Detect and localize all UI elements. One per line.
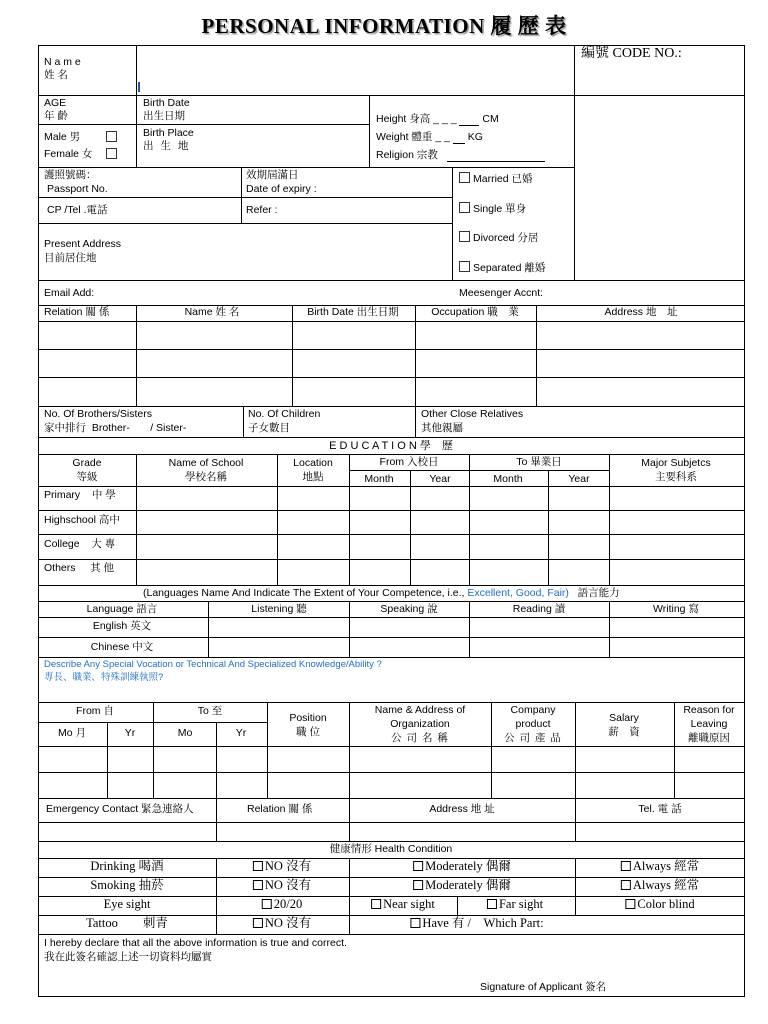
grid-line — [38, 722, 268, 723]
work-org-en2: Organization — [390, 718, 450, 730]
grid-line — [574, 45, 575, 280]
refer-label: Refer : — [246, 204, 278, 216]
eye-near-label: Near sight — [383, 897, 435, 911]
eye-2020-box[interactable] — [262, 899, 272, 909]
grid-line — [369, 95, 370, 167]
signature-area[interactable] — [480, 965, 730, 979]
name-label-zh: 姓 名 — [44, 69, 68, 81]
relatives-label-en: Other Close Relatives — [421, 408, 524, 420]
grid-line — [575, 702, 576, 799]
birth-place-label-en: Birth Place — [143, 127, 194, 139]
frame-right — [744, 45, 745, 997]
eye-far-box[interactable] — [487, 899, 497, 909]
grid-line — [38, 167, 575, 168]
grid-line — [241, 167, 242, 223]
grid-line — [38, 349, 745, 350]
tattoo-no-label: NO 沒有 — [264, 916, 312, 930]
grid-line — [216, 722, 217, 799]
age-label-en: AGE — [44, 97, 67, 109]
emergency-relation-label: Relation 關 係 — [247, 803, 313, 815]
eye-far[interactable] — [487, 898, 543, 911]
lang-note — [143, 587, 620, 600]
edu-major-zh: 主要科系 — [655, 471, 697, 483]
drinking-always-box[interactable] — [621, 861, 631, 871]
passport-label-en: Passport No. — [47, 183, 108, 195]
grid-line — [469, 454, 470, 585]
smoking-moderate[interactable] — [413, 879, 511, 892]
grid-line — [38, 437, 745, 438]
work-position-en: Position — [289, 712, 327, 724]
relatives-label-zh: 其他親屬 — [421, 422, 463, 434]
eye-label: Eye sight — [103, 897, 151, 911]
drinking-always[interactable] — [621, 860, 699, 873]
grid-line — [38, 321, 745, 322]
grid-line — [136, 45, 137, 95]
drinking-always-label: Always 經常 — [632, 859, 700, 873]
work-org-zh: 公 司 名 稱 — [391, 732, 449, 744]
grid-line — [575, 896, 576, 915]
smoking-always[interactable] — [621, 879, 699, 892]
messenger-label: Meesenger Accnt: — [459, 287, 544, 299]
grid-line — [349, 454, 350, 585]
edu-school-en: Name of School — [168, 457, 244, 469]
work-product-en2: product — [515, 718, 551, 730]
smoking-moderate-label: Moderately 偶爾 — [425, 878, 511, 892]
birth-date-label-en: Birth Date — [143, 97, 190, 109]
male-label: Male 男 — [44, 131, 81, 143]
signature-label: Signature of Applicant 簽名 — [480, 981, 607, 993]
lang-header-reading: Reading 讀 — [512, 603, 566, 615]
siblings-label-en: No. Of Brothers/Sisters — [44, 408, 152, 420]
grid-line — [38, 406, 745, 407]
name-input[interactable] — [140, 48, 570, 92]
grid-line — [216, 858, 217, 934]
lang-note-c: 語言能力 — [577, 587, 620, 599]
grid-line — [548, 470, 549, 585]
grid-line — [349, 601, 350, 657]
weight-line — [453, 132, 465, 144]
work-product-zh: 公 司 產 品 — [504, 732, 562, 744]
grid-line — [609, 601, 610, 657]
eye-near-box[interactable] — [371, 899, 381, 909]
work-product-en1: Company — [510, 704, 556, 716]
grid-line — [136, 95, 137, 167]
grid-line — [38, 746, 745, 747]
grid-line — [38, 559, 745, 560]
religion-field[interactable] — [376, 149, 545, 162]
children-label-en: No. Of Children — [248, 408, 321, 420]
declaration-zh: 我在此簽名確認上述一切資料均屬實 — [44, 951, 212, 963]
grid-line — [38, 486, 745, 487]
weight-label: Weight 體重 — [376, 131, 433, 143]
highschool-en: Highschool — [44, 514, 96, 526]
marital-married[interactable] — [459, 172, 533, 186]
age-label-zh: 年 齡 — [44, 110, 68, 122]
lang-header-listening: Listening 聽 — [251, 603, 307, 615]
grid-line — [243, 406, 244, 437]
grid-line — [38, 772, 745, 773]
lang-header-writing: Writing 寫 — [653, 603, 699, 615]
frame-left — [38, 45, 39, 997]
family-header-relation: Relation 關 係 — [44, 306, 110, 318]
birth-place-label-zh: 出 生 地 — [143, 140, 191, 152]
smoking-moderate-box[interactable] — [413, 880, 423, 890]
drinking-label: Drinking 喝酒 — [90, 859, 164, 873]
grid-line — [491, 702, 492, 799]
work-salary-zh: 薪 資 — [608, 726, 640, 738]
smoking-label: Smoking 抽菸 — [90, 878, 164, 892]
family-header-occupation: Occupation 職 業 — [431, 306, 519, 318]
edu-from-year: Year — [429, 473, 451, 485]
edu-school-zh: 學校名稱 — [185, 471, 227, 483]
grid-line — [38, 510, 745, 511]
birth-date-label-zh: 出生日期 — [143, 110, 185, 122]
smoking-no-label: NO 沒有 — [264, 878, 312, 892]
grid-line — [216, 798, 217, 841]
eye-2020-label: 20/20 — [273, 897, 303, 911]
grid-line — [38, 197, 453, 198]
eye-colorblind-box[interactable] — [625, 899, 635, 909]
work-salary-en: Salary — [609, 712, 639, 724]
edu-location-en: Location — [293, 457, 333, 469]
education-title: E D U C A T I O N 學 歷 — [329, 440, 453, 452]
grid-line — [38, 841, 745, 842]
highschool-zh: 高中 — [98, 514, 120, 526]
marital-separated[interactable] — [459, 261, 545, 275]
grid-line — [457, 896, 458, 915]
form-title: PERSONAL INFORMATION 履 歷 表 — [201, 14, 567, 38]
drinking-moderate[interactable] — [413, 860, 511, 873]
siblings-zh: 家中排行 — [44, 422, 86, 434]
religion-line — [447, 150, 545, 162]
frame-bottom — [38, 996, 745, 997]
siblings-label-zh — [44, 422, 186, 435]
grid-line — [38, 124, 137, 125]
passport-label-zh: 護照號碼： — [44, 169, 97, 181]
grid-line — [38, 585, 745, 586]
grid-line — [267, 702, 268, 799]
divorced-checkbox[interactable] — [459, 231, 470, 242]
edu-row-primary — [44, 489, 116, 502]
marital-single[interactable] — [459, 202, 526, 216]
grid-line — [609, 454, 610, 585]
smoking-always-box[interactable] — [621, 880, 631, 890]
edu-grade-en: Grade — [72, 457, 102, 469]
family-header-name: Name 姓 名 — [184, 306, 240, 318]
primary-zh: 中 學 — [91, 489, 116, 501]
grid-line — [38, 95, 745, 96]
grid-line — [208, 601, 209, 657]
smoking-no[interactable] — [253, 879, 311, 892]
edu-grade-zh: 等級 — [76, 471, 98, 483]
others-zh: 其 他 — [90, 562, 115, 574]
tattoo-label: Tattoo 刺青 — [86, 916, 168, 930]
work-reason-en2: Leaving — [690, 718, 728, 730]
grid-line — [38, 637, 745, 638]
expiry-label-zh: 效期屆滿日 — [246, 169, 299, 181]
married-label: Married 已婚 — [473, 173, 533, 185]
drinking-no-box[interactable] — [253, 861, 263, 871]
edu-major-en: Major Subjetcs — [641, 457, 711, 469]
edu-to-year: Year — [568, 473, 590, 485]
brother-label: Brother- — [91, 422, 130, 434]
work-reason-zh: 離職原因 — [688, 732, 730, 744]
primary-en: Primary — [44, 489, 81, 501]
emergency-contact-label: Emergency Contact 緊急連絡人 — [46, 803, 194, 815]
health-title: 健康情形 Health Condition — [329, 843, 453, 855]
sister-label: / Sister- — [150, 422, 187, 434]
edu-row-college — [44, 538, 115, 551]
work-reason-en1: Reason for — [683, 704, 735, 716]
female-label: Female 女 — [44, 148, 93, 160]
grid-line — [349, 470, 610, 471]
grid-line — [153, 702, 154, 799]
grid-line — [674, 702, 675, 799]
emergency-tel-label: Tel. 電 話 — [638, 803, 682, 815]
family-header-birth: Birth Date 出生日期 — [307, 306, 399, 318]
grid-line — [38, 934, 745, 935]
present-address-label-zh: 目前居住地 — [44, 252, 97, 264]
grid-line — [410, 470, 411, 585]
edu-to: To 畢業日 — [516, 456, 562, 468]
grid-line — [277, 454, 278, 585]
weight-field[interactable] — [376, 131, 483, 144]
cp-tel-label: CP /Tel .電話 — [47, 204, 108, 216]
grid-line — [349, 858, 350, 934]
work-to-mo: Mo — [177, 727, 193, 739]
tattoo-have-box[interactable] — [410, 918, 420, 928]
name-label-en: N a m e — [44, 56, 81, 68]
weight-unit: KG — [467, 131, 483, 143]
eye-colorblind-label: Color blind — [637, 897, 695, 911]
grid-line — [415, 406, 416, 437]
height-unit: CM — [482, 113, 499, 125]
edu-row-highschool — [44, 514, 120, 527]
religion-label: Religion 宗教 — [376, 149, 438, 161]
grid-line — [38, 454, 745, 455]
lang-note-a: (Languages Name And Indicate The Extent of Your Competence, i.e., — [143, 587, 465, 599]
grid-line — [38, 601, 745, 602]
drinking-moderate-box[interactable] — [413, 861, 423, 871]
lang-row-english: English 英文 — [92, 620, 152, 632]
height-label: Height 身高 _ — [376, 113, 440, 125]
college-zh: 大 專 — [91, 538, 116, 550]
eye-colorblind[interactable] — [625, 898, 694, 911]
family-header-address: Address 地 址 — [604, 306, 678, 318]
grid-line — [469, 601, 470, 657]
grid-line — [38, 377, 745, 378]
edu-row-others — [44, 562, 114, 575]
lang-note-b: Excellent, Good, Fair) — [467, 587, 569, 599]
work-from-mo: Mo 月 — [57, 727, 87, 739]
tattoo-have[interactable] — [410, 917, 543, 930]
separated-checkbox[interactable] — [459, 261, 470, 272]
married-checkbox[interactable] — [459, 172, 470, 183]
work-to: To 至 — [197, 705, 223, 717]
declaration-en: I hereby declare that all the above information is true and correct. — [44, 937, 347, 949]
grid-line — [38, 223, 453, 224]
grid-line — [38, 534, 745, 535]
grid-line — [38, 280, 745, 281]
drinking-no-label: NO 沒有 — [264, 859, 312, 873]
grid-line — [38, 617, 745, 618]
height-blank: _ _ — [441, 113, 457, 125]
edu-location-zh: 地點 — [302, 471, 324, 483]
eye-2020[interactable] — [262, 898, 302, 911]
present-address-label-en: Present Address — [44, 238, 122, 250]
height-field[interactable] — [376, 113, 499, 126]
code-no-label: 編號 CODE NO.: — [581, 46, 682, 61]
smoking-no-box[interactable] — [253, 880, 263, 890]
lang-header-language: Language 語言 — [86, 603, 158, 615]
grid-line — [38, 798, 745, 799]
weight-blank: _ _ — [435, 131, 450, 143]
lang-header-speaking: Speaking 說 — [380, 603, 438, 615]
tattoo-no-box[interactable] — [253, 918, 263, 928]
lang-row-chinese: Chinese 中文 — [90, 641, 154, 653]
grid-line — [349, 702, 350, 799]
separated-label: Separated 離婚 — [473, 262, 546, 274]
single-label: Single 單身 — [473, 203, 527, 215]
edu-from-month: Month — [364, 473, 394, 485]
height-line — [459, 114, 479, 126]
edu-from: From 入校日 — [379, 456, 439, 468]
edu-to-month: Month — [493, 473, 523, 485]
eye-far-label: Far sight — [498, 897, 544, 911]
drinking-no[interactable] — [253, 860, 311, 873]
grid-line — [136, 124, 370, 125]
divorced-label: Divorced 分居 — [473, 232, 539, 244]
special-label-en: Describe Any Special Vocation or Technical And Specialized Knowledge/Ability ? — [44, 659, 382, 670]
drinking-moderate-label: Moderately 偶爾 — [425, 859, 511, 873]
grid-line — [136, 454, 137, 585]
smoking-always-label: Always 經常 — [632, 878, 700, 892]
emergency-address-label: Address 地 址 — [429, 803, 495, 815]
others-en: Others — [44, 562, 76, 574]
grid-line — [38, 822, 745, 823]
grid-line — [575, 858, 576, 896]
email-label: Email Add: — [44, 287, 95, 299]
grid-line — [575, 798, 576, 841]
grid-line — [349, 798, 350, 841]
marital-divorced[interactable] — [459, 231, 538, 245]
male-checkbox[interactable] — [106, 131, 117, 142]
female-checkbox[interactable] — [106, 148, 117, 159]
tattoo-have-label: Have 有 / Which Part: — [422, 916, 544, 930]
college-en: College — [44, 538, 80, 550]
grid-line — [38, 702, 745, 703]
work-org-en1: Name & Address of — [374, 704, 466, 716]
expiry-label-en: Date of expiry : — [246, 183, 317, 195]
work-to-yr: Yr — [235, 727, 247, 739]
special-label-zh: 專長、職業、特殊訓練執照? — [44, 672, 164, 683]
work-from-yr: Yr — [124, 727, 136, 739]
children-label-zh: 子女數目 — [248, 422, 290, 434]
grid-line — [107, 722, 108, 799]
eye-near[interactable] — [371, 898, 435, 911]
single-checkbox[interactable] — [459, 202, 470, 213]
work-from: From 自 — [76, 705, 114, 717]
work-position-zh: 職 位 — [296, 726, 320, 738]
tattoo-no[interactable] — [253, 917, 311, 930]
